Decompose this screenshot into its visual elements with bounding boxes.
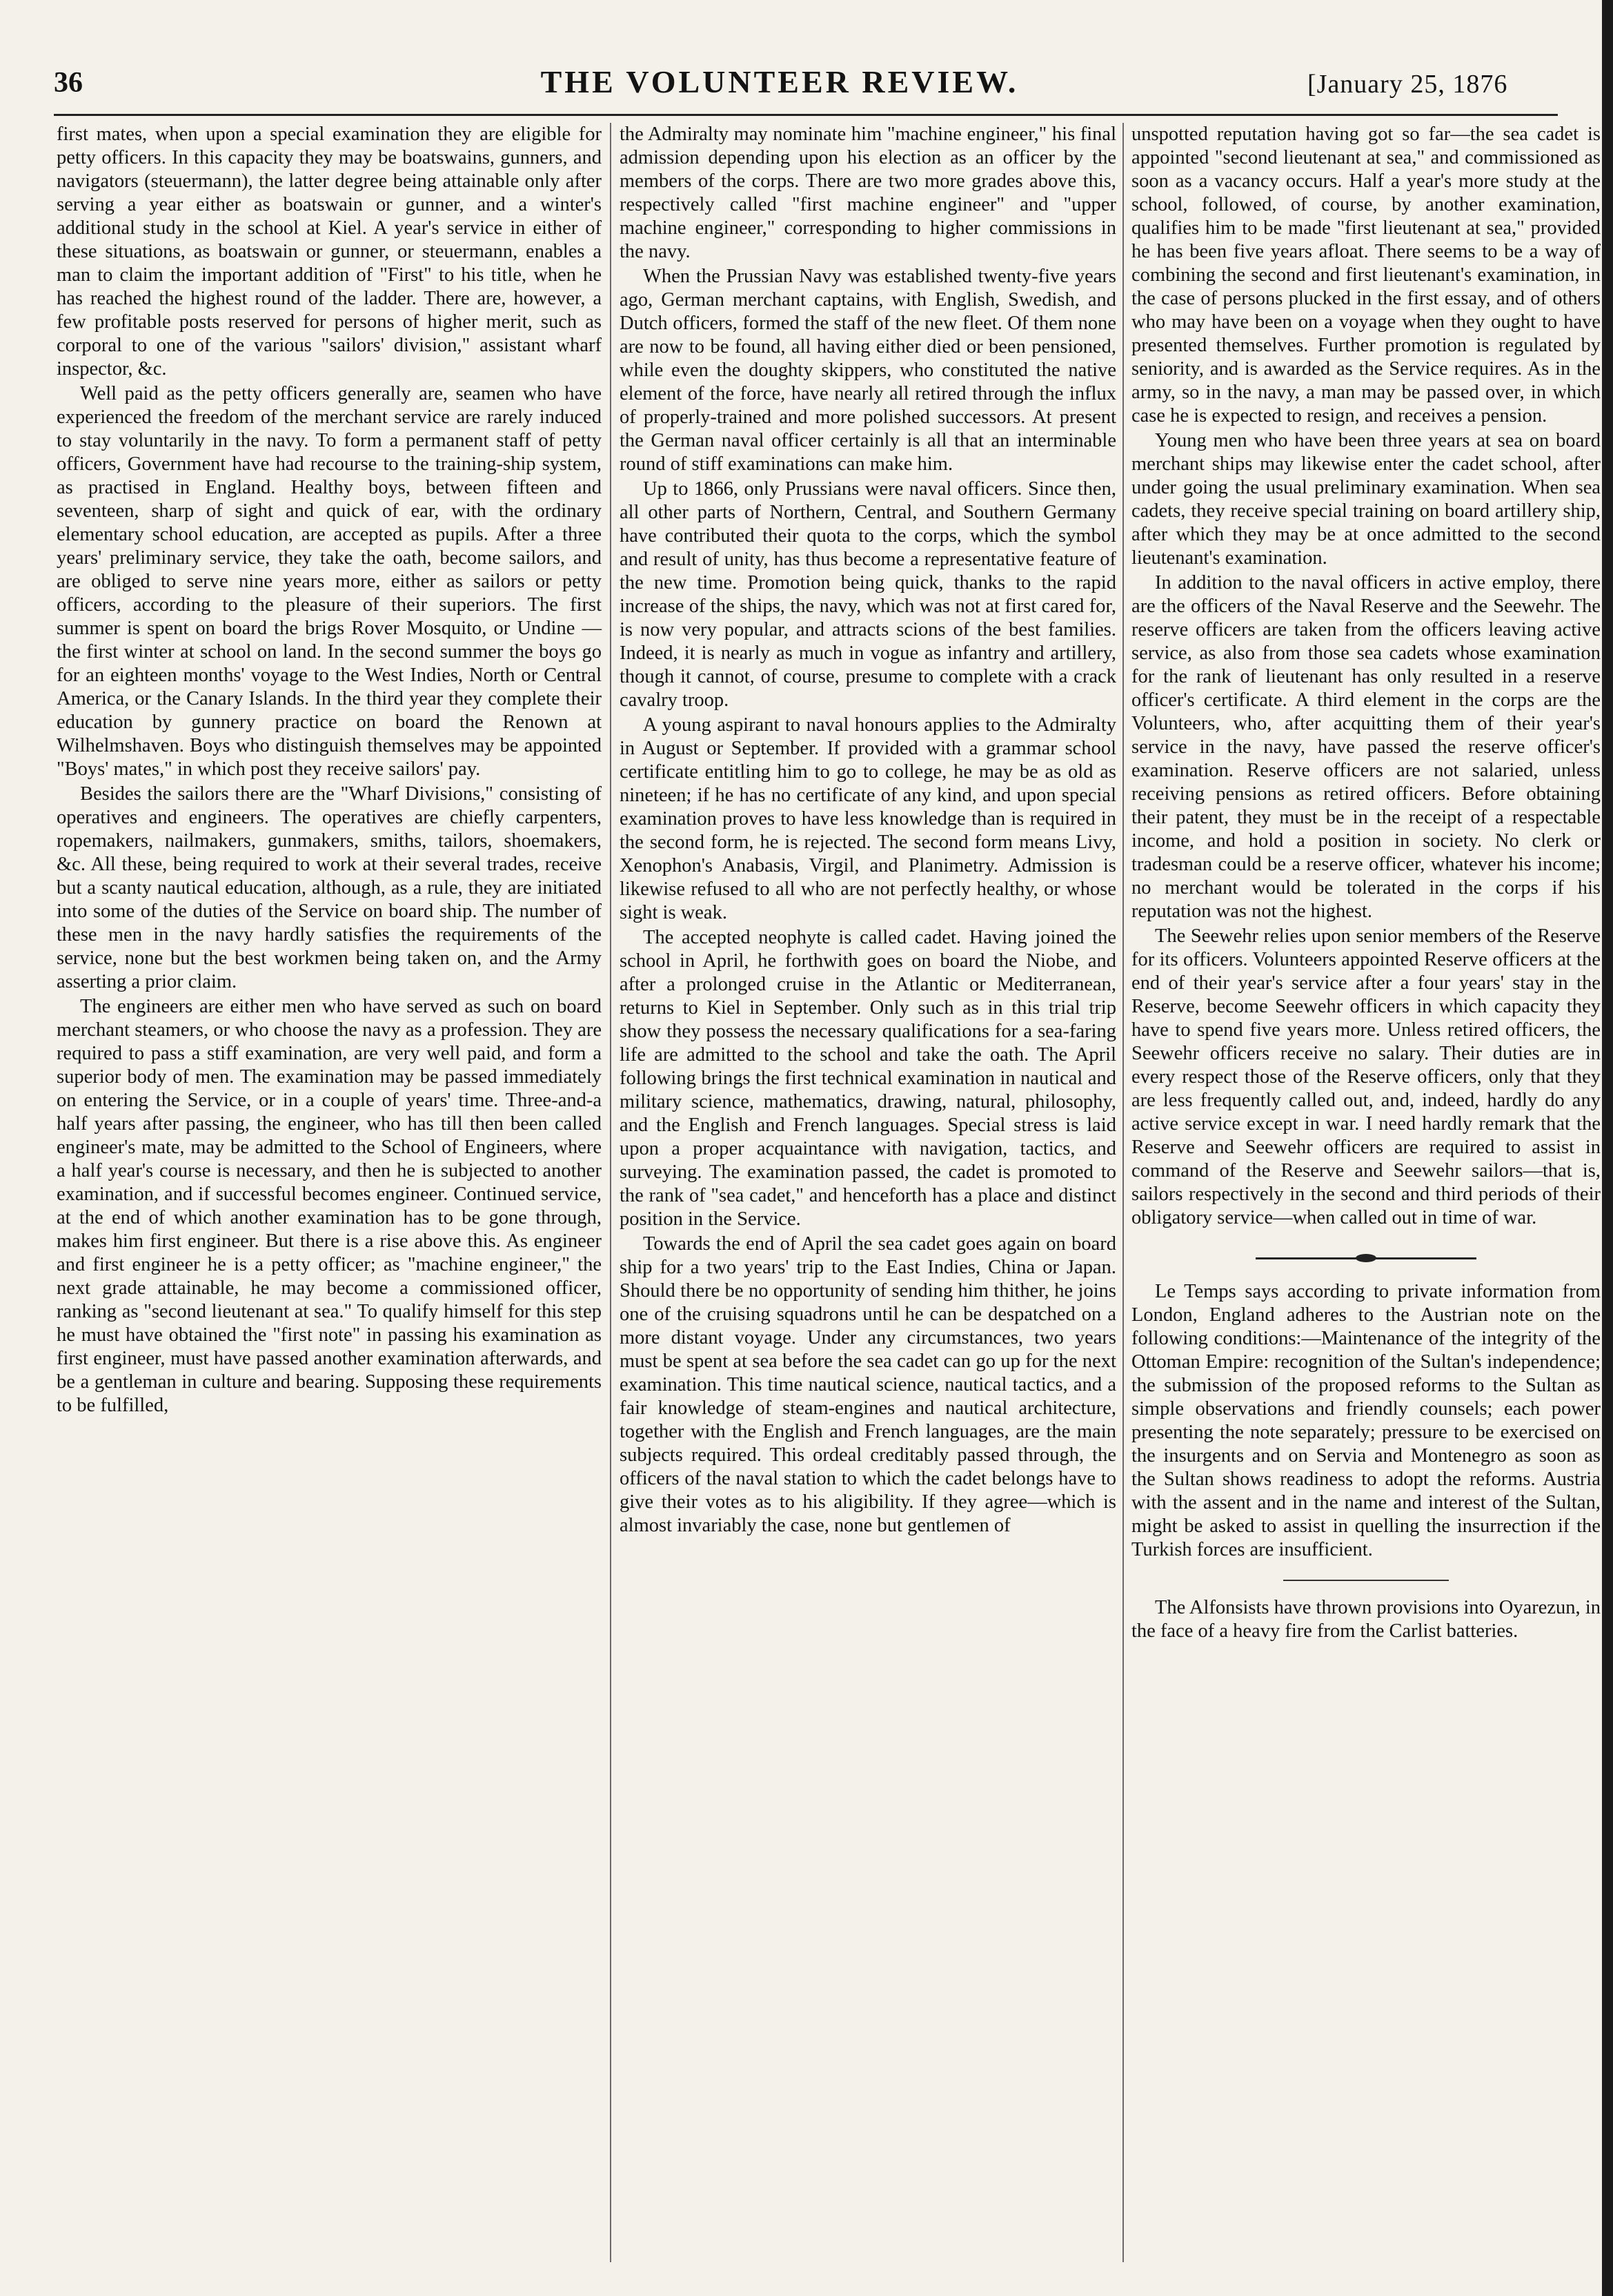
column-divider	[1122, 123, 1124, 2262]
column-divider	[610, 123, 611, 2262]
paragraph: unspotted reputation having got so far—the sea cadet is appointed "second lieutenant at sea," and commissioned as soon as a vacancy occurs. Half a year's more study at the school, followed, of course, by another examination, qualifies him to be made "first lieutenant at sea," provided he has been five years afloat. There seems to be a way of combining the second and first lieutenant's examination, in the case of persons plucked in the first essay, and of others who may have been on a voyage when they ought to have presented themselves. Further promotion is regulated by seniority, and is awarded as the Service requires. As in the army, so in the navy, a man may be passed over, in which case he is expected to resign, and receives a pension.	[1131, 124, 1601, 426]
paragraph: The accepted neophyte is called cadet. Having joined the school in April, he forthwith goes on board the Niobe, and after a prolonged cruise in the Atlantic or Mediterranean, returns to Kiel in September. Only such as in this trial trip show they possess the necessary qualifications for a sea-faring life are admitted to the school and take the oath. The April following brings the first technical examination in nautical and military science, mathematics, drawing, natural, philosophy, and the English and French languages. Special stress is laid upon a proper acquaintance with navigation, tactics, and surveying. The examination passed, the cadet is promoted to the rank of "sea cadet," and henceforth has a place and distinct position in the Service.	[620, 927, 1116, 1230]
issue-date: [January 25, 1876	[1307, 70, 1508, 99]
paragraph: Well paid as the petty officers generally are, seamen who have experienced the freedom of the merchant service are rarely induced to stay voluntarily in the navy. To form a permanent staff of petty officers, Government have had recourse to the training-ship system, as practised in England. Healthy boys, between fifteen and seventeen, sharp of sight and quick of ear, with the ordinary elementary school education, are accepted as pupils. After a three years' preliminary service, they take the oath, become sailors, and are obliged to serve nine years more, either as sailors or petty officers, according to the pleasure of their superiors. The first summer is spent on board the brigs Rover Mosquito, or Undine —the first winter at school on land. In the second summer the boys go for an eighteen months' voyage to the West Indies, North or Central America, or the Canary Islands. In the third year they complete their education by gunnery practice on board the Renown at Wilhelmshaven. Boys who distinguish themselves may be appointed "Boys' mates," in which post they receive sailors' pay.	[57, 383, 602, 780]
paragraph: Towards the end of April the sea cadet goes again on board ship for a two years' trip to the East Indies, China or Japan. Should there be no opportunity of sending him thither, he joins one of the cruising squadrons until he can be despatched on a more distant voyage. Under any circumstances, two years must be spent at sea before the sea cadet can go up for the next examination. This time nautical science, nautical tactics, and a fair knowledge of steam-engines and nautical architecture, together with the English and French languages, are the main subjects required. This ordeal creditably passed through, the officers of the naval station to which the cadet belongs have to give their votes as to his aligibility. If they agree—which is almost invariably the case, none but gentlemen of	[620, 1233, 1116, 1536]
paragraph: Young men who have been three years at sea on board merchant ships may likewise enter the cadet school, after under going the usual preliminary examination. When sea cadets, they receive special training on board artillery ship, after which they may be at once admitted to the second lieutenant's examination.	[1131, 430, 1601, 569]
paragraph: Besides the sailors there are the "Wharf Divisions," consisting of operatives and engineers. The operatives are chiefly carpenters, ropemakers, nailmakers, gunmakers, smiths, tailors, shoemakers, &c. All these, being required to work at their several trades, receive but a scanty nautical education, although, as a rule, they are initiated into some of the duties of the Service on board ship. The number of these men in the navy hardly satisfies the requirements of the service, none but the best workmen being taken on, and the Army asserting a prior claim.	[57, 783, 602, 992]
paragraph: Up to 1866, only Prussians were naval officers. Since then, all other parts of Northern, Central, and Southern Germany have contributed their quota to the corps, which the symbol and result of unity, has thus become a representative feature of the new time. Promotion being quick, thanks to the rapid increase of the ships, the navy, which was not at first cared for, is now very popular, and attracts scions of the best families. Indeed, it is nearly as much in vogue as infantry and artillery, though it cannot, of course, presume to complete with a crack cavalry troop.	[620, 478, 1116, 711]
column-2	[620, 123, 1116, 1539]
column-1	[57, 123, 602, 1419]
scan-edge	[1602, 0, 1613, 2296]
paragraph: The engineers are either men who have served as such on board merchant steamers, or who choose the navy as a profession. They are required to pass a stiff examination, are very well paid, and form a superior body of men. The examination may be passed immediately on entering the Service, or in a couple of years' time. Three-and-a half years after passing, the engineer, who has till then been called engineer's mate, may be admitted to the School of Engineers, where a half year's course is necessary, and then he is subjected to another examination, and if successful becomes engineer. Continued service, at the end of which another examination has to be gone through, makes him first engineer. But there is a rise above this. As engineer and first engineer he is a petty officer; as "machine engineer," the next grade attainable, he may become a commissioned officer, ranking as "second lieutenant at sea." To qualify himself for this step he must have obtained the "first note" in passing his examination as first engineer, must have passed another examination afterwards, and be a gentleman in culture and bearing. Supposing these requirements to be fulfilled,	[57, 996, 602, 1416]
paragraph: first mates, when upon a special examination they are eligible for petty officers. In this capacity they may be boatswains, gunners, and navigators (steuermann), the latter degree being attainable only after serving a year either as boatswain or gunner, and a winter's additional study in the school at Kiel. A year's service in either of these situations, as boatswain or gunner, or steuermann, enables a man to claim the important addition of "First" to his title, when he has reached the highest round of the ladder. There are, however, a few profitable posts reserved for persons of higher merit, such as corporal to one of the various "sailors' division," assistant wharf inspector, &c.	[57, 124, 602, 380]
paragraph: the Admiralty may nominate him "machine engineer," his final admission depending upon his election as an officer by the members of the corps. There are two more grades above this, respectively called "first machine engineer" and "upper machine engineer," corresponding to higher commissions in the navy.	[620, 124, 1116, 262]
running-title: THE VOLUNTEER REVIEW.	[540, 64, 1019, 99]
header-rule	[54, 114, 1558, 116]
paragraph: A young aspirant to naval honours applies to the Admiralty in August or September. If provided with a grammar school certificate entitling him to go to college, he may be as old as nineteen; if he has no certificate of any kind, and upon special examination proves to have less knowledge than is required in the second form, he is rejected. The second form means Livy, Xenophon's Anabasis, Virgil, and Planimetry. Admission is likewise refused to all who are not perfectly healthy, or whose sight is weak.	[620, 714, 1116, 923]
section-separator	[1256, 1257, 1476, 1259]
news-item: The Alfonsists have thrown provisions into Oyarezun, in the face of a heavy fire from the Carlist batteries.	[1131, 1597, 1601, 1642]
paragraph: In addition to the naval officers in active employ, there are the officers of the Naval Reserve and the Seewehr. The reserve officers are taken from the officers leaving active service, as also from those sea cadets whose examination for the rank of lieutenant has only resulted in a reserve officer's certificate. A third element in the corps are the Volunteers, who, after acquitting them of their year's service in the navy, have passed the reserve officer's examination. Reserve officers are not salaried, unless receiving pensions as retired officers. Before obtaining their patent, they must be in the receipt of a respectable income, and hold a position in society. No clerk or tradesman could be a reserve officer, whatever his income; no merchant would be tolerated in the corps if his reputation was not the highest.	[1131, 572, 1601, 922]
paragraph: The Seewehr relies upon senior members of the Reserve for its officers. Volunteers appointed Reserve officers at the end of their year's service after a four years' stay in the Reserve, become Seewehr officers in which capacity they have to spend five years more. Unless retired officers, the Seewehr officers receive no salary. Their duties are in every respect those of the Reserve officers, only that they are less frequently called out, and, indeed, hardly do any active service except in war. I need hardly remark that the Reserve and Seewehr officers are required to assist in command of the Reserve and Seewehr sailors—that is, sailors respectively in the second and third periods of their obligatory service—when called out in time of war.	[1131, 925, 1601, 1228]
section-separator	[1283, 1580, 1449, 1581]
news-item: Le Temps says according to private information from London, England adheres to the Austrian note on the following conditions:—Maintenance of the integrity of the Ottoman Empire: recognition of the Sultan's independence; the submission of the proposed reforms to the Sultan as simple observations and friendly counsels; each power presenting the note separately; pressure to be exercised on the insurgents and on Servia and Montenegro as soon as the Sultan shows readiness to adopt the reforms. Austria with the assent and in the name and interest of the Sultan, might be asked to assist in quelling the insurrection if the Turkish forces are insufficient.	[1131, 1281, 1601, 1560]
page-number: 36	[54, 67, 83, 99]
paragraph: When the Prussian Navy was established twenty-five years ago, German merchant captains, with English, Swedish, and Dutch officers, formed the staff of the new fleet. Of them none are now to be found, all having either died or been pensioned, while even the doughty skippers, who constituted the native element of the force, have nearly all retired through the influx of properly-trained and more polished successors. At present the German naval officer certainly is all that an interminable round of stiff examinations can make him.	[620, 266, 1116, 475]
column-3	[1131, 123, 1601, 1645]
